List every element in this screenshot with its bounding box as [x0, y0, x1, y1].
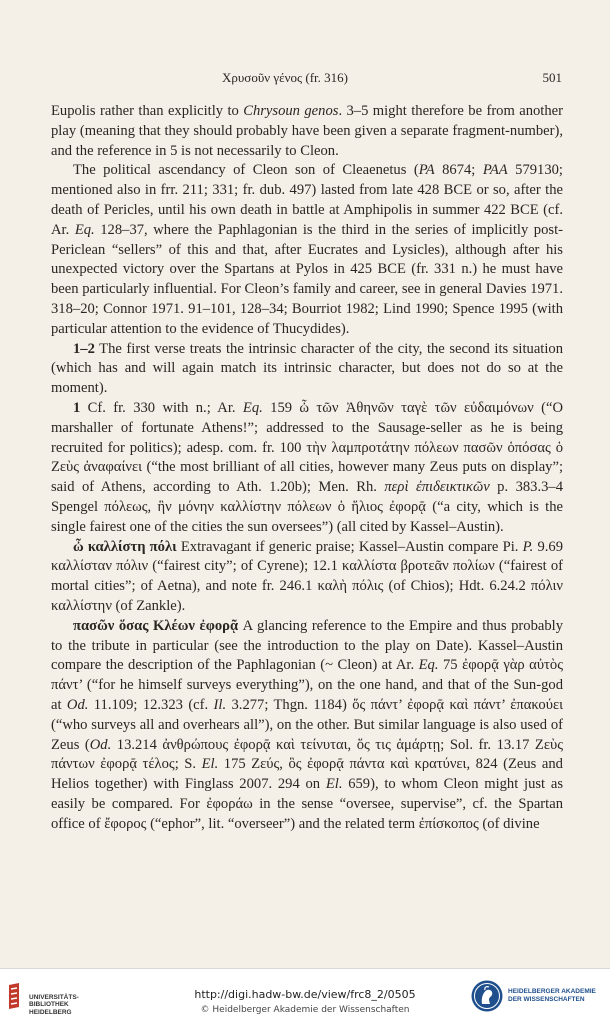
italic-citation: Eq.: [242, 399, 263, 416]
italic-citation: Od.: [66, 696, 89, 713]
text-run: p. 383.3–4 Spengel πόλεως, ἣν μόνην καλλίστην πόλεων ὁ ἥλιος ἐφορᾷ (“a city, which is the single fairest one of the cities the sun oversees”) (all cited by Kassel–Austin).: [51, 479, 564, 535]
text-run: Eupolis rather than explicitly to: [51, 103, 244, 119]
commentary-paragraph: [51, 399, 563, 538]
hadw-logo[interactable]: [470, 979, 605, 1013]
commentary-paragraph: [51, 102, 563, 161]
lemma: 1–2: [73, 340, 95, 357]
text-run: 3.277; Thgn. 1184) ὅς πάντ’ ἐφορᾷ καὶ πάντ’ ἐπακούει (“who surveys all and overhears all”), on the other. But similar language is also used of Zeus (: [51, 696, 563, 753]
footer-bar: [0, 968, 610, 1020]
italic-citation: Il.: [213, 696, 227, 713]
text-run: 175 Ζεύς, ὃς ἐφορᾷ πάντα καὶ κρατύνει, 824 (Zeus and Helios together) with Finglass 2007. 294 on: [51, 756, 563, 793]
ub-logo-text: UNIVERSITÄTS- BIBLIOTHEK HEIDELBERG: [29, 994, 79, 1016]
running-head-title: Χρυσοῦν γένος (fr. 316): [222, 70, 348, 85]
commentary-paragraph: [51, 617, 563, 835]
text-run: 659), to whom Cleon might just as easily be compared. For ἐφοράω in the sense “oversee, supervise”, cf. the Spartan office of ἔφορος (“ephor”, lit. “overseer”) and the related term ἐπίσκοπος (of divine: [51, 776, 563, 832]
italic-citation: PA: [418, 162, 435, 179]
italic-citation: Od.: [89, 736, 112, 753]
commentary-body: [51, 102, 563, 834]
hadw-medallion-icon: [470, 979, 504, 1013]
page-number: 501: [542, 70, 562, 85]
italic-citation: Eq.: [74, 221, 95, 238]
lemma: πασῶν ὅσας Κλέων ἐφορᾷ: [73, 617, 239, 634]
italic-citation: El.: [201, 756, 219, 773]
text-run: The political ascendancy of Cleon son of Cleaenetus (: [73, 162, 419, 179]
text-run: . 3–5 might therefore be from another play (meaning that they should probably have been given a separate fragment-number), and the reference in 5 is not necessarily to Cleon.: [51, 103, 563, 159]
text-run: The first verse treats the intrinsic character of the city, the second its situation (which has and will again match its intrinsic character, but does not do so at the moment).: [51, 340, 563, 397]
permalink-url[interactable]: http://digi.hadw-bw.de/view/frc8_2/0505: [194, 988, 416, 1001]
text-run: 13.214 ἀνθρώπους ἐφορᾷ καὶ τείνυται, ὅς τις ἁμάρτῃ; Sol. fr. 13.17 Ζεὺς πάντων ἐφορᾷ τέλος; S.: [51, 736, 563, 773]
running-head: [52, 70, 562, 88]
text-run: Cf. fr. 330 with n.; Ar.: [80, 399, 243, 416]
commentary-paragraph: [51, 340, 563, 399]
text-run: 8674;: [434, 162, 483, 179]
lemma: ὦ καλλίστη πόλι: [73, 538, 177, 555]
text-run: 128–37, where the Paphlagonian is the third in the series of implicitly post-Periclean “sellers” of this and that, after Eucrates and Lysicles), although after his unexpected victory over the Spartans at Pylos in 425 BCE (fr. 331 n.) he must have been particularly influential. For Cleon’s family and career, see in general Davies 1971. 318–20; Connor 1971. 91–101, 128–34; Bourriot 1982; Lind 1990; Spence 1995 (with particular attention to the evidence of Thucydides).: [51, 221, 563, 337]
text-run: 75 ἐφορᾷ γὰρ αὐτὸς πάντ’ (“for he himself surveys everything”), on the one hand, and that of the Sun-god at: [51, 657, 563, 713]
italic-citation: El.: [325, 776, 343, 793]
text-run: Extravagant if generic praise; Kassel–Austin compare Pi.: [176, 538, 523, 555]
text-run: 159 ὦ τῶν Ἀθηνῶν ταγὲ τῶν εὐδαιμόνων (“O marshaller of fortunate Athens!”; addressed to the Sausage-seller as he is being recruited for politics); adesp. com. fr. 100 τὴν λαμπροτάτην πόλεων πασῶν ὁπόσας ὁ Ζεὺς ἀναφαίνει (“the most brilliant of all cities, however many Zeus puts on display”; said of Athens, according to Ath. 1.20b); Men. Rh.: [51, 399, 563, 496]
italic-citation: περὶ ἐπιδεικτικῶν: [384, 479, 490, 496]
commentary-paragraph: [51, 538, 563, 617]
text-run: 579130; mentioned also in frr. 211; 331; fr. dub. 497) lasted from late 428 BCE or so, after the death of Pericles, until his own death in battle at Amphipolis in summer 422 BCE (cf. Ar.: [51, 162, 563, 238]
italic-citation: P.: [522, 538, 534, 555]
text-run: A glancing reference to the Empire and thus probably to the tribute in particular (see the introduction to the play on Date). Kassel–Austin compare the description of the Paphlagonian (~ Cleon) at Ar.: [51, 617, 563, 674]
commentary-paragraph: [51, 161, 563, 339]
lemma: 1: [73, 399, 81, 416]
italic-citation: PAA: [482, 162, 508, 179]
italic-citation: Chrysoun genos: [243, 103, 339, 119]
hadw-logo-text: HEIDELBERGER AKADEMIE DER WISSENSCHAFTEN: [508, 988, 596, 1003]
copyright-notice: © Heidelberger Akademie der Wissenschaften: [200, 1005, 410, 1015]
italic-citation: Eq.: [418, 657, 439, 674]
text-run: 9.69 καλλίσταν πόλιν (“fairest city”; of Cyrene); 12.1 καλλίστα βροτεᾶν πολίων (“fairest of mortal cities”; of Aetna), and note fr. 246.1 καλὴ πόλις (of Chios); Hdt. 6.24.2 πόλιν καλλίστην (of Zankle).: [51, 538, 564, 614]
text-run: 11.109; 12.323 (cf.: [88, 696, 214, 713]
